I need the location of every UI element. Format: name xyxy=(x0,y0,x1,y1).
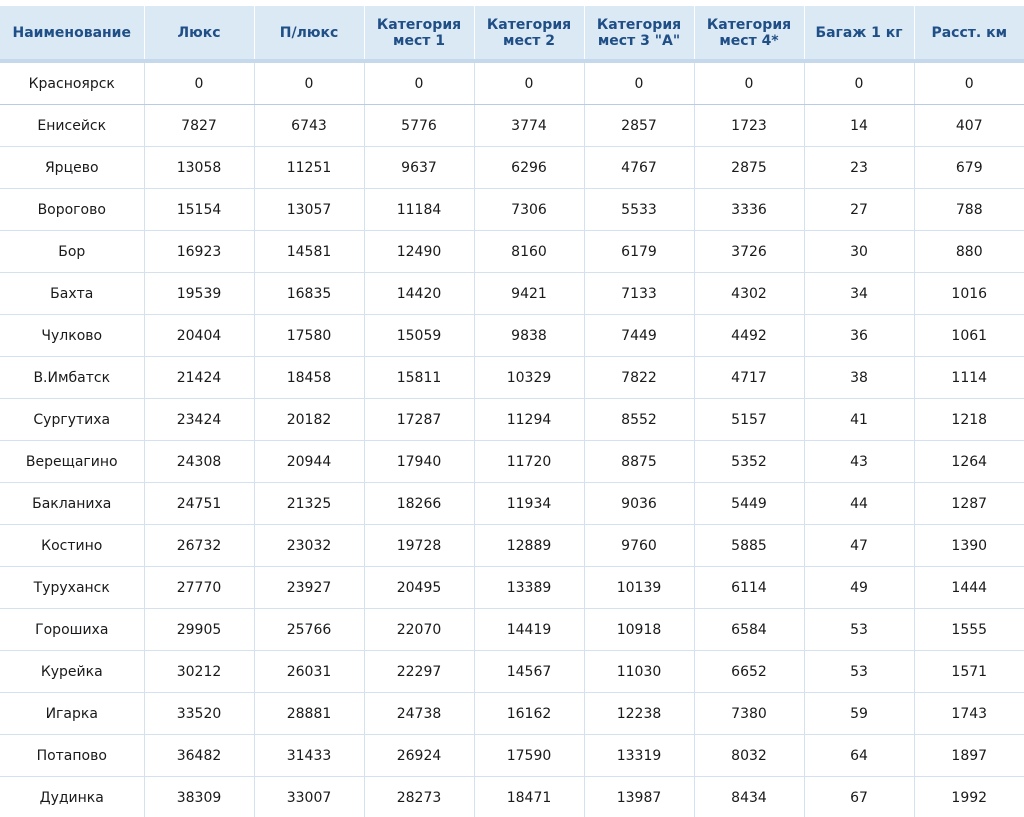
cell-baggage: 64 xyxy=(804,735,914,777)
table-row xyxy=(0,651,1024,693)
cell-distance: 407 xyxy=(914,105,1024,147)
cell-category-1: 28273 xyxy=(364,777,474,817)
table-row xyxy=(0,189,1024,231)
cell-baggage: 67 xyxy=(804,777,914,817)
cell-category-2: 10329 xyxy=(474,357,584,399)
cell-category-1: 20495 xyxy=(364,567,474,609)
cell-lux: 26732 xyxy=(144,525,254,567)
cell-category-1: 24738 xyxy=(364,693,474,735)
table-row xyxy=(0,61,1024,105)
cell-baggage: 47 xyxy=(804,525,914,567)
cell-name: Туруханск xyxy=(0,567,144,609)
cell-baggage: 38 xyxy=(804,357,914,399)
cell-category-2: 18471 xyxy=(474,777,584,817)
cell-category-2: 6296 xyxy=(474,147,584,189)
cell-name: Красноярск xyxy=(0,61,144,105)
cell-category-2: 11934 xyxy=(474,483,584,525)
cell-category-4: 5449 xyxy=(694,483,804,525)
cell-lux: 36482 xyxy=(144,735,254,777)
cell-lux: 38309 xyxy=(144,777,254,817)
cell-category-4: 6584 xyxy=(694,609,804,651)
cell-category-4: 4302 xyxy=(694,273,804,315)
table-row xyxy=(0,735,1024,777)
header-category-2: Категория мест 2 xyxy=(474,6,584,61)
header-distance: Расст. км xyxy=(914,6,1024,61)
cell-category-3a: 9036 xyxy=(584,483,694,525)
cell-name: Курейка xyxy=(0,651,144,693)
cell-name: Верещагино xyxy=(0,441,144,483)
cell-name: Ярцево xyxy=(0,147,144,189)
cell-name: Бор xyxy=(0,231,144,273)
header-semi-lux: П/люкс xyxy=(254,6,364,61)
cell-name: Бахта xyxy=(0,273,144,315)
cell-category-4: 3336 xyxy=(694,189,804,231)
tariff-table xyxy=(0,6,1024,817)
cell-baggage: 53 xyxy=(804,609,914,651)
cell-name: Игарка xyxy=(0,693,144,735)
cell-semi-lux: 18458 xyxy=(254,357,364,399)
cell-semi-lux: 21325 xyxy=(254,483,364,525)
cell-category-1: 5776 xyxy=(364,105,474,147)
cell-category-3a: 7133 xyxy=(584,273,694,315)
cell-category-1: 12490 xyxy=(364,231,474,273)
header-category-3a: Категория мест 3 "А" xyxy=(584,6,694,61)
cell-lux: 30212 xyxy=(144,651,254,693)
cell-semi-lux: 16835 xyxy=(254,273,364,315)
cell-category-1: 9637 xyxy=(364,147,474,189)
cell-category-4: 2875 xyxy=(694,147,804,189)
cell-distance: 1571 xyxy=(914,651,1024,693)
cell-distance: 1390 xyxy=(914,525,1024,567)
cell-lux: 24308 xyxy=(144,441,254,483)
cell-category-1: 17287 xyxy=(364,399,474,441)
cell-distance: 1218 xyxy=(914,399,1024,441)
cell-semi-lux: 0 xyxy=(254,61,364,105)
cell-category-3a: 4767 xyxy=(584,147,694,189)
table-row xyxy=(0,567,1024,609)
table-row xyxy=(0,105,1024,147)
cell-category-4: 1723 xyxy=(694,105,804,147)
cell-semi-lux: 26031 xyxy=(254,651,364,693)
cell-category-2: 11294 xyxy=(474,399,584,441)
cell-category-4: 5157 xyxy=(694,399,804,441)
cell-lux: 27770 xyxy=(144,567,254,609)
cell-category-3a: 6179 xyxy=(584,231,694,273)
cell-semi-lux: 25766 xyxy=(254,609,364,651)
cell-baggage: 34 xyxy=(804,273,914,315)
cell-category-3a: 8552 xyxy=(584,399,694,441)
cell-baggage: 59 xyxy=(804,693,914,735)
cell-distance: 0 xyxy=(914,61,1024,105)
cell-baggage: 44 xyxy=(804,483,914,525)
cell-category-3a: 13319 xyxy=(584,735,694,777)
cell-distance: 1114 xyxy=(914,357,1024,399)
cell-baggage: 14 xyxy=(804,105,914,147)
cell-baggage: 30 xyxy=(804,231,914,273)
cell-distance: 788 xyxy=(914,189,1024,231)
cell-distance: 1016 xyxy=(914,273,1024,315)
table-row xyxy=(0,273,1024,315)
cell-distance: 880 xyxy=(914,231,1024,273)
cell-category-4: 5352 xyxy=(694,441,804,483)
table-row xyxy=(0,231,1024,273)
header-row xyxy=(0,6,1024,61)
cell-category-4: 8032 xyxy=(694,735,804,777)
cell-category-3a: 5533 xyxy=(584,189,694,231)
cell-category-2: 12889 xyxy=(474,525,584,567)
cell-name: Бакланиха xyxy=(0,483,144,525)
table-row xyxy=(0,315,1024,357)
cell-lux: 20404 xyxy=(144,315,254,357)
cell-lux: 13058 xyxy=(144,147,254,189)
cell-category-4: 0 xyxy=(694,61,804,105)
cell-category-1: 19728 xyxy=(364,525,474,567)
cell-category-4: 4492 xyxy=(694,315,804,357)
cell-category-2: 3774 xyxy=(474,105,584,147)
cell-distance: 1992 xyxy=(914,777,1024,817)
cell-category-3a: 10918 xyxy=(584,609,694,651)
table-header xyxy=(0,6,1024,61)
cell-category-1: 18266 xyxy=(364,483,474,525)
cell-semi-lux: 33007 xyxy=(254,777,364,817)
cell-category-3a: 12238 xyxy=(584,693,694,735)
cell-category-2: 9421 xyxy=(474,273,584,315)
cell-category-2: 11720 xyxy=(474,441,584,483)
table-row xyxy=(0,609,1024,651)
cell-name: Горошиха xyxy=(0,609,144,651)
cell-lux: 24751 xyxy=(144,483,254,525)
table-row xyxy=(0,777,1024,817)
cell-category-2: 9838 xyxy=(474,315,584,357)
cell-category-4: 8434 xyxy=(694,777,804,817)
cell-category-2: 14419 xyxy=(474,609,584,651)
cell-name: Сургутиха xyxy=(0,399,144,441)
cell-category-3a: 0 xyxy=(584,61,694,105)
cell-lux: 29905 xyxy=(144,609,254,651)
table-body xyxy=(0,61,1024,817)
cell-semi-lux: 6743 xyxy=(254,105,364,147)
cell-category-4: 3726 xyxy=(694,231,804,273)
cell-category-1: 11184 xyxy=(364,189,474,231)
cell-distance: 1743 xyxy=(914,693,1024,735)
cell-lux: 15154 xyxy=(144,189,254,231)
cell-name: Костино xyxy=(0,525,144,567)
cell-lux: 0 xyxy=(144,61,254,105)
cell-category-3a: 2857 xyxy=(584,105,694,147)
cell-baggage: 27 xyxy=(804,189,914,231)
cell-baggage: 23 xyxy=(804,147,914,189)
cell-baggage: 0 xyxy=(804,61,914,105)
cell-name: Потапово xyxy=(0,735,144,777)
table-row xyxy=(0,441,1024,483)
cell-category-4: 7380 xyxy=(694,693,804,735)
cell-category-2: 17590 xyxy=(474,735,584,777)
cell-category-3a: 7822 xyxy=(584,357,694,399)
cell-category-3a: 8875 xyxy=(584,441,694,483)
cell-semi-lux: 20182 xyxy=(254,399,364,441)
cell-category-2: 14567 xyxy=(474,651,584,693)
cell-category-4: 5885 xyxy=(694,525,804,567)
header-baggage: Багаж 1 кг xyxy=(804,6,914,61)
cell-semi-lux: 23032 xyxy=(254,525,364,567)
table-row xyxy=(0,399,1024,441)
cell-semi-lux: 17580 xyxy=(254,315,364,357)
cell-category-3a: 11030 xyxy=(584,651,694,693)
cell-semi-lux: 13057 xyxy=(254,189,364,231)
cell-baggage: 36 xyxy=(804,315,914,357)
cell-distance: 1555 xyxy=(914,609,1024,651)
cell-semi-lux: 31433 xyxy=(254,735,364,777)
cell-distance: 1061 xyxy=(914,315,1024,357)
cell-category-1: 22070 xyxy=(364,609,474,651)
cell-distance: 1264 xyxy=(914,441,1024,483)
cell-semi-lux: 23927 xyxy=(254,567,364,609)
cell-distance: 1287 xyxy=(914,483,1024,525)
cell-category-1: 22297 xyxy=(364,651,474,693)
header-category-1: Категория мест 1 xyxy=(364,6,474,61)
table-row xyxy=(0,483,1024,525)
cell-lux: 19539 xyxy=(144,273,254,315)
cell-distance: 679 xyxy=(914,147,1024,189)
table-row xyxy=(0,357,1024,399)
cell-baggage: 49 xyxy=(804,567,914,609)
cell-baggage: 43 xyxy=(804,441,914,483)
cell-category-1: 26924 xyxy=(364,735,474,777)
cell-category-1: 17940 xyxy=(364,441,474,483)
cell-name: Енисейск xyxy=(0,105,144,147)
cell-category-2: 7306 xyxy=(474,189,584,231)
cell-lux: 7827 xyxy=(144,105,254,147)
cell-lux: 21424 xyxy=(144,357,254,399)
header-name: Наименование xyxy=(0,6,144,61)
cell-name: Дудинка xyxy=(0,777,144,817)
cell-semi-lux: 20944 xyxy=(254,441,364,483)
cell-category-3a: 7449 xyxy=(584,315,694,357)
cell-category-3a: 10139 xyxy=(584,567,694,609)
cell-name: Чулково xyxy=(0,315,144,357)
table-row xyxy=(0,525,1024,567)
cell-category-3a: 9760 xyxy=(584,525,694,567)
cell-category-4: 6114 xyxy=(694,567,804,609)
cell-semi-lux: 11251 xyxy=(254,147,364,189)
table-row xyxy=(0,147,1024,189)
header-lux: Люкс xyxy=(144,6,254,61)
cell-lux: 33520 xyxy=(144,693,254,735)
cell-category-2: 8160 xyxy=(474,231,584,273)
cell-category-1: 15811 xyxy=(364,357,474,399)
cell-lux: 23424 xyxy=(144,399,254,441)
cell-category-2: 0 xyxy=(474,61,584,105)
cell-category-1: 15059 xyxy=(364,315,474,357)
cell-distance: 1897 xyxy=(914,735,1024,777)
cell-category-4: 4717 xyxy=(694,357,804,399)
cell-category-1: 0 xyxy=(364,61,474,105)
table-row xyxy=(0,693,1024,735)
cell-distance: 1444 xyxy=(914,567,1024,609)
cell-category-2: 13389 xyxy=(474,567,584,609)
cell-name: Ворогово xyxy=(0,189,144,231)
cell-category-1: 14420 xyxy=(364,273,474,315)
cell-semi-lux: 14581 xyxy=(254,231,364,273)
cell-name: В.Имбатск xyxy=(0,357,144,399)
cell-semi-lux: 28881 xyxy=(254,693,364,735)
header-category-4: Категория мест 4* xyxy=(694,6,804,61)
cell-baggage: 41 xyxy=(804,399,914,441)
cell-category-2: 16162 xyxy=(474,693,584,735)
cell-category-4: 6652 xyxy=(694,651,804,693)
cell-baggage: 53 xyxy=(804,651,914,693)
cell-category-3a: 13987 xyxy=(584,777,694,817)
cell-lux: 16923 xyxy=(144,231,254,273)
